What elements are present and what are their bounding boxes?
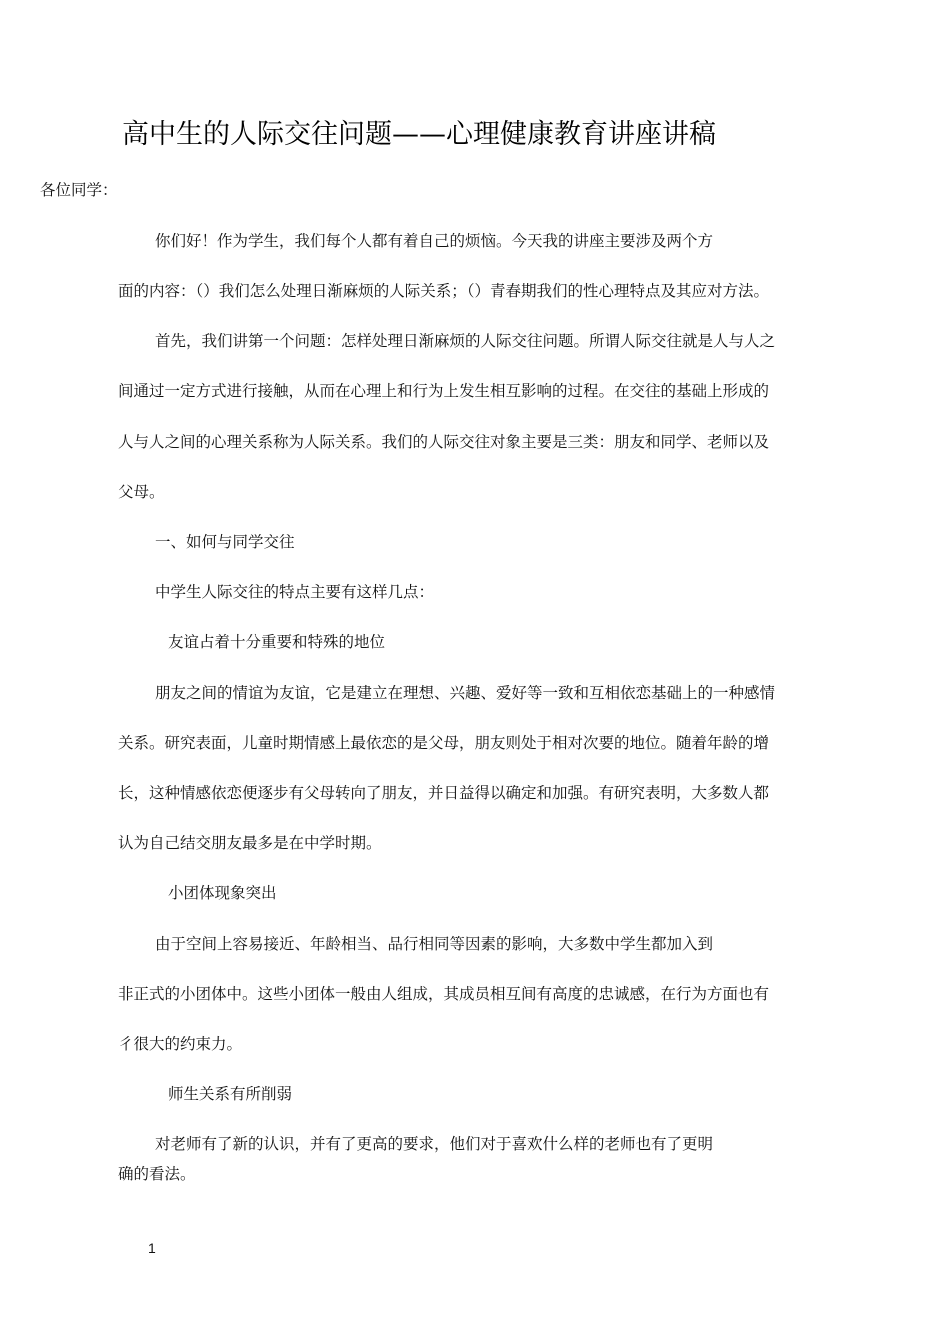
paragraph-line: 朋友之间的情谊为友谊，它是建立在理想、兴趣、爱好等一致和互相依恋基础上的一种感情: [155, 684, 776, 702]
paragraph-line: 面的内容：（）我们怎么处理日渐麻烦的人际关系；（）青春期我们的性心理特点及其应对方法。: [118, 282, 770, 300]
salutation: 各位同学：: [40, 181, 118, 199]
subheading: 师生关系有所削弱: [168, 1085, 293, 1103]
paragraph-line: 你们好！作为学生，我们每个人都有着自己的烦恼。今天我的讲座主要涉及两个方: [155, 232, 714, 250]
paragraph-line: 首先，我们讲第一个问题：怎样处理日渐麻烦的人际交往问题。所谓人际交往就是人与人之: [155, 332, 776, 350]
paragraph-line: 认为自己结交朋友最多是在中学时期。: [118, 834, 382, 852]
paragraph-line: 间通过一定方式进行接触，从而在心理上和行为上发生相互影响的过程。在交往的基础上形成的: [118, 382, 770, 400]
section-heading: 一、如何与同学交往: [155, 533, 295, 551]
paragraph-line: 父母。: [118, 483, 165, 501]
document-title: 高中生的人际交往问题——心理健康教育讲座讲稿: [122, 119, 716, 150]
paragraph-line: 中学生人际交往的特点主要有这样几点：: [155, 583, 435, 601]
paragraph-line: 确的看法。: [118, 1165, 196, 1183]
paragraph-line: 由于空间上容易接近、年龄相当、品行相同等因素的影响，大多数中学生都加入到: [155, 935, 714, 953]
paragraph-line: 人与人之间的心理关系称为人际关系。我们的人际交往对象主要是三类：朋友和同学、老师以及: [118, 433, 770, 451]
subheading: 小团体现象突出: [168, 884, 277, 902]
paragraph-line: 彳很大的约束力。: [118, 1035, 243, 1053]
paragraph-line: 对老师有了新的认识，并有了更高的要求，他们对于喜欢什么样的老师也有了更明: [155, 1135, 714, 1153]
paragraph-line: 长，这种情感依恋便逐步有父母转向了朋友，并日益得以确定和加强。有研究表明，大多数人都: [118, 784, 770, 802]
page-number: 1: [148, 1240, 156, 1256]
paragraph-line: 非正式的小团体中。这些小团体一般由人组成，其成员相互间有高度的忠诚感，在行为方面也有: [118, 985, 770, 1003]
subheading: 友谊占着十分重要和特殊的地位: [168, 633, 386, 651]
paragraph-line: 关系。研究表面，儿童时期情感上最依恋的是父母，朋友则处于相对次要的地位。随着年龄的增: [118, 734, 770, 752]
